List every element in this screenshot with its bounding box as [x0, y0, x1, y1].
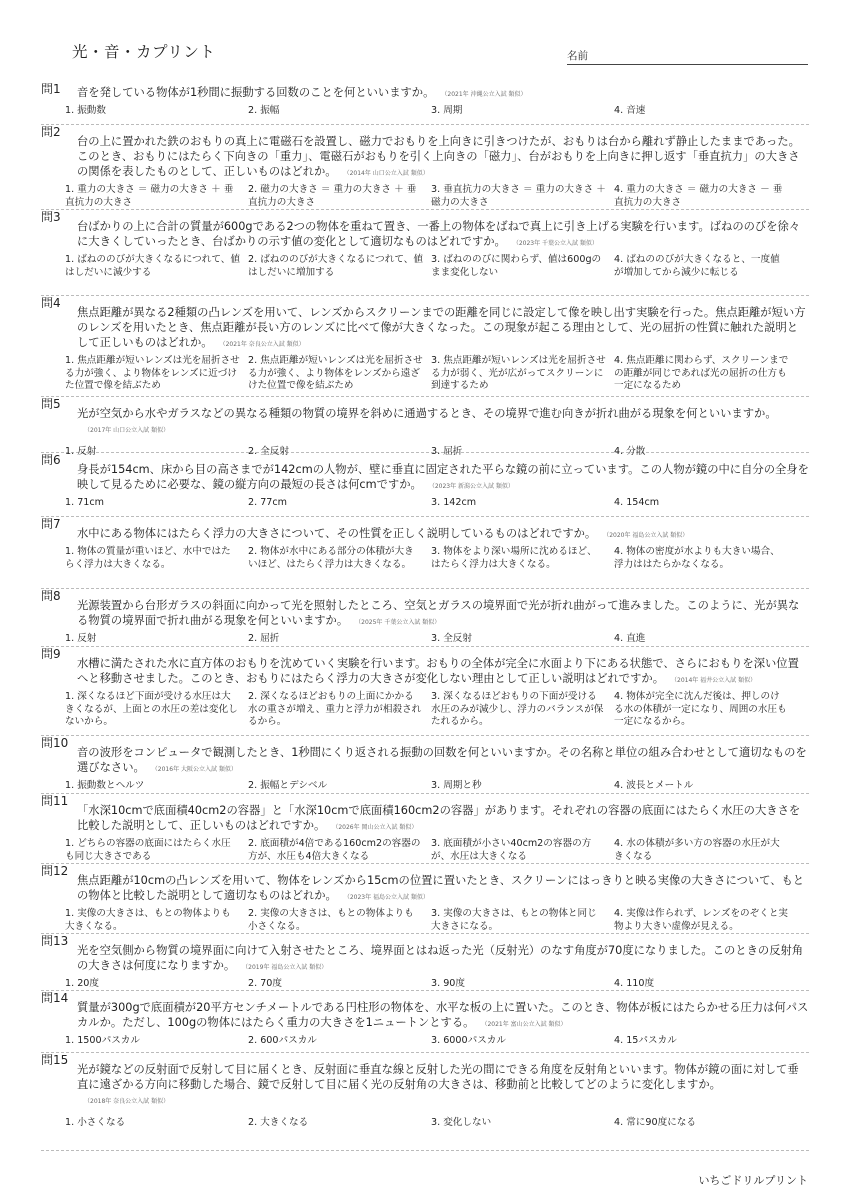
question-number: 問2 [41, 125, 61, 139]
choice-option-4[interactable]: 4. 焦点距離に関わらず、スクリーンまでの距離が同じであれば光の屈折の仕方も一定になるため [614, 355, 789, 391]
question-source: （2018年 奈良公立入試 類似） [87, 1098, 170, 1105]
choice-option-2[interactable]: 2. 実像の大きさは、もとの物体よりも小さくなる。 [248, 908, 414, 932]
question-body: 音を発している物体が1秒間に振動する回数のことを何といいますか。 [77, 86, 435, 99]
choice-option-4[interactable]: 4. 直進 [614, 633, 646, 644]
question-source: （2021年 富山公立入試 類似） [484, 1021, 567, 1028]
question-text [77, 526, 809, 543]
choice-option-1[interactable]: 1. 深くなるほど下面が受ける水圧は大きくなるが、上面との水圧の差は変化しないから。 [65, 691, 238, 727]
choice-option-4[interactable]: 4. 水の体積が多い方の容器の水圧が大きくなる [614, 838, 780, 862]
choice-option-4[interactable]: 4. 物体が完全に沈んだ後は、押しのけ る水の体積が一定になり、周囲の水圧も一定になるから。 [614, 691, 787, 727]
choice-option-2[interactable]: 2. 70度 [248, 978, 283, 989]
choice-option-4[interactable]: 4. 実像は作られず、レンズをのぞくと実物より大きい虚像が見える。 [614, 908, 789, 932]
choice-option-4[interactable]: 4. 110度 [614, 978, 655, 989]
choice-option-3[interactable]: 3. 底面積が小さい40cm2の容器の方が、水圧は大きくなる [431, 838, 592, 862]
choice-row [65, 355, 809, 393]
question-number: 問12 [41, 864, 69, 878]
name-label: 名前 [567, 50, 588, 62]
question-body: 光が空気から水やガラスなどの異なる種類の物質の境界を斜めに通過するとき、その境界で進む向きが折れ曲がる現象を何といいますか。 [77, 407, 777, 420]
choice-option-4[interactable]: 4. ばねののびが大きくなると、一度値が増加してから減少に転じる [614, 254, 780, 278]
question-body: 焦点距離が異なる2種類の凸レンズを用いて、レンズからスクリーンまでの距離を同じに設定して像を映し出す実験を行った。焦点距離が短い方のレンズを用いたとき、焦点距離が長い方のレンズに比べて像が大きくなった。この現象が起こる理由として、光の屈折の性質に触れた説明として正しいものはどれか。 [77, 306, 806, 349]
choice-option-2[interactable]: 2. 磁力の大きさ ＝ 重力の大きさ ＋ 垂直抗力の大きさ [248, 184, 417, 208]
choice-option-4[interactable]: 4. 15パスカル [614, 1035, 677, 1046]
question-block [41, 934, 809, 991]
choice-option-3[interactable]: 3. 物体をより深い場所に沈めるほど、はたらく浮力は大きくなる。 [431, 546, 597, 570]
question-block [41, 589, 809, 647]
question-block [41, 864, 809, 934]
question-source: （2021年 奈良公立入試 類似） [222, 341, 305, 348]
choice-option-2[interactable]: 2. ばねののびが大きくなるにつれて、値はしだいに増加する [248, 254, 423, 278]
choice-option-2[interactable]: 2. 焦点距離が短いレンズは光を屈折させる力が強く、より物体をレンズから遠ざけた位置で像を結ぶため [248, 355, 423, 391]
choice-option-3[interactable]: 3. 全反射 [431, 633, 472, 644]
choice-option-1[interactable]: 1. 重力の大きさ ＝ 磁力の大きさ ＋ 垂直抗力の大きさ [65, 184, 234, 208]
question-list [41, 82, 809, 1151]
question-text [77, 134, 809, 181]
choice-option-3[interactable]: 3. 変化しない [431, 1117, 492, 1128]
choice-option-3[interactable]: 3. 深くなるほどおもりの下面が受ける水圧のみが減少し、浮力のバランスが保たれるから。 [431, 691, 604, 727]
question-body: 身長が154cm、床から目の高さまでが142cmの人物が、壁に垂直に固定された平らな鏡の前に立っています。この人物が鏡の中に自分の全身を映して見るために必要な、鏡の縦方向の最短の長さは何cmですか。 [77, 463, 809, 491]
choice-option-1[interactable]: 1. 71cm [65, 497, 105, 508]
question-source: （2019年 福島公立入試 類似） [245, 964, 328, 971]
choice-row [65, 978, 809, 991]
question-number: 問8 [41, 589, 61, 603]
choice-option-3[interactable]: 3. 90度 [431, 978, 466, 989]
choice-row [65, 546, 809, 571]
choice-option-2[interactable]: 2. 底面積が4倍である160cm2の容器の方が、水圧も4倍大きくなる [248, 838, 421, 862]
choice-option-3[interactable]: 3. 実像の大きさは、もとの物体と同じ大きさになる。 [431, 908, 597, 932]
choice-row [65, 497, 809, 510]
page-title: 光・音・カプリント [72, 43, 216, 61]
choice-option-1[interactable]: 1. 1500パスカル [65, 1035, 140, 1046]
question-number: 問1 [41, 82, 61, 96]
choice-option-3[interactable]: 3. 焦点距離が短いレンズは光を屈折させる力が弱く、光が広がってスクリーンに到達するため [431, 355, 606, 391]
question-body: 水槽に満たされた水に直方体のおもりを沈めていく実験を行います。おもりの全体が完全に水面より下にある状態で、さらにおもりを深い位置へと移動させました。このとき、おもりにはたらく浮力の大きさが変化しない理由として正しい説明はどれですか。 [77, 657, 799, 685]
choice-option-1[interactable]: 1. 小さくなる [65, 1117, 126, 1128]
choice-row [65, 1035, 809, 1048]
question-text [77, 219, 809, 251]
choice-option-4[interactable]: 4. 常に90度になる [614, 1117, 696, 1128]
question-block [41, 736, 809, 794]
question-block [41, 453, 809, 517]
choice-row [65, 908, 809, 933]
choice-option-1[interactable]: 1. 反射 [65, 446, 97, 457]
question-source: （2026年 岡山公立入試 類似） [335, 824, 418, 831]
question-body: 音の波形をコンピュータで観測したとき、1秒間にくり返される振動の回数を何といいますか。その名称と単位の組み合わせとして適切なものを選びなさい。 [77, 746, 807, 774]
choice-option-4[interactable]: 4. 分散 [614, 446, 646, 457]
choice-row [65, 633, 809, 646]
choice-option-4[interactable]: 4. 波長とメートル [614, 780, 694, 791]
choice-option-1[interactable]: 1. 振動数 [65, 105, 106, 116]
question-number: 問10 [41, 736, 69, 750]
choice-option-3[interactable]: 3. 142cm [431, 497, 477, 508]
question-text [77, 1062, 809, 1109]
choice-row [65, 105, 809, 118]
choice-option-4[interactable]: 4. 物体の密度が水よりも大きい場合、浮力ははたらかなくなる。 [614, 546, 780, 570]
choice-option-3[interactable]: 3. 垂直抗力の大きさ ＝ 重力の大きさ ＋ 磁力の大きさ [431, 184, 606, 208]
question-number: 問13 [41, 934, 69, 948]
choice-option-1[interactable]: 1. 20度 [65, 978, 100, 989]
question-number: 問7 [41, 517, 61, 531]
choice-option-2[interactable]: 2. 屈折 [248, 633, 280, 644]
choice-option-4[interactable]: 4. 154cm [614, 497, 660, 508]
question-body: 水中にある物体にはたらく浮力の大きさについて、その性質を正しく説明しているものはどれですか。 [77, 527, 597, 540]
question-number: 問3 [41, 210, 61, 224]
choice-row [65, 691, 809, 729]
choice-option-2[interactable]: 2. 全反射 [248, 446, 289, 457]
question-block [41, 125, 809, 210]
choice-option-3[interactable]: 3. 6000パスカル [431, 1035, 506, 1046]
question-text [77, 85, 809, 102]
question-block [41, 517, 809, 589]
question-number: 問9 [41, 647, 61, 661]
question-block [41, 82, 809, 125]
choice-option-2[interactable]: 2. 振幅とデシベル [248, 780, 328, 791]
question-text [77, 943, 809, 975]
question-source: （2023年 千葉公立入試 類似） [515, 240, 598, 247]
question-number: 問11 [41, 794, 69, 808]
choice-option-1[interactable]: 1. 反射 [65, 633, 97, 644]
choice-option-2[interactable]: 2. 振幅 [248, 105, 280, 116]
question-source: （2021年 沖縄公立入試 類似） [444, 91, 527, 98]
question-block [41, 991, 809, 1053]
question-block [41, 647, 809, 736]
choice-option-3[interactable]: 3. ばねののびに関わらず、値は600gのまま変化しない [431, 254, 602, 278]
question-text [77, 803, 809, 835]
choice-row [65, 184, 809, 209]
question-source: （2016年 大阪公立入試 類似） [154, 766, 237, 773]
question-source: （2020年 福島公立入試 類似） [606, 532, 689, 539]
name-field[interactable] [567, 44, 808, 65]
question-number: 問4 [41, 296, 61, 310]
question-source: （2025年 千葉公立入試 類似） [358, 619, 441, 626]
question-text [77, 462, 809, 494]
choice-option-1[interactable]: 1. 焦点距離が短いレンズは光を屈折させる力が強く、より物体をレンズに近づけた位置で像を結ぶため [65, 355, 240, 391]
choice-option-3[interactable]: 3. 周期と秒 [431, 780, 482, 791]
choice-option-2[interactable]: 2. 77cm [248, 497, 288, 508]
question-source: （2014年 福井公立入試 類似） [674, 677, 757, 684]
question-block [41, 296, 809, 397]
question-text [77, 406, 809, 438]
question-body: 光源装置から台形ガラスの斜面に向かって光を照射したところ、空気とガラスの境界面で光が折れ曲がって進みました。このように、光が異なる物質の境界面で折れ曲がる現象を何といいますか。 [77, 599, 800, 627]
question-number: 問15 [41, 1053, 69, 1067]
choice-option-1[interactable]: 1. 振動数とヘルツ [65, 780, 145, 791]
question-body: 「水深10cmで底面積40cm2の容器」と「水深10cmで底面積160cm2の容器」があります。それぞれの容器の底面にはたらく水圧の大きさを比較した説明として、正しいものはどれですか。 [77, 804, 801, 832]
question-body: 質量が300gで底面積が20平方センチメートルである円柱形の物体を、水平な板の上に置いた。このとき、物体が板にはたらかせる圧力は何パスカルか。ただし、100gの物体にはたらく重力の大きさを1ニュートンとする。 [77, 1001, 809, 1029]
question-text [77, 598, 809, 630]
question-number: 問5 [41, 397, 61, 411]
choice-option-2[interactable]: 2. 物体が水中にある部分の体積が大きいほど、はたらく浮力は大きくなる。 [248, 546, 414, 570]
choice-option-3[interactable]: 3. 周期 [431, 105, 463, 116]
question-number: 問14 [41, 991, 69, 1005]
question-source: （2023年 福島公立入試 類似） [346, 894, 429, 901]
choice-option-1[interactable]: 1. ばねののびが大きくなるにつれて、値はしだいに減少する [65, 254, 240, 278]
choice-row [65, 254, 809, 279]
question-text [77, 305, 809, 352]
choice-option-2[interactable]: 2. 600パスカル [248, 1035, 317, 1046]
question-body: 焦点距離が10cmの凸レンズを用いて、物体をレンズから15cmの位置に置いたとき、スクリーンにはっきりと映る実像の大きさについて、もとの物体と比較した説明として適切なものはどれか。 [77, 874, 805, 902]
choice-option-4[interactable]: 4. 音速 [614, 105, 646, 116]
question-body: 光が鏡などの反射面で反射して目に届くとき、反射面に垂直な線と反射した光の間にできる角度を反射角といいます。物体が鏡の面に対して垂直に遠ざかる方向に移動した場合、鏡で反射して目に届く光の反射角の大きさは、移動前と比較してどのように変化しますか。 [77, 1063, 799, 1091]
question-block [41, 794, 809, 864]
choice-row [65, 1117, 809, 1130]
question-number: 問6 [41, 453, 61, 467]
question-source: （2017年 山口公立入試 類似） [87, 427, 170, 434]
question-block [41, 1053, 809, 1151]
question-text [77, 656, 809, 688]
choice-option-1[interactable]: 1. 実像の大きさは、もとの物体よりも大きくなる。 [65, 908, 231, 932]
choice-option-2[interactable]: 2. 大きくなる [248, 1117, 309, 1128]
choice-option-1[interactable]: 1. 物体の質量が重いほど、水中ではたらく浮力は大きくなる。 [65, 546, 231, 570]
question-body: 光を空気側から物質の境界面に向けて入射させたところ、境界面とはね返った光（反射光）のなす角度が70度になりました。このときの反射角の大きさは何度になりますか。 [77, 944, 804, 972]
question-source: （2023年 新潟公立入試 類似） [431, 483, 514, 490]
footer-brand: いちごドリルプリント [698, 1174, 808, 1187]
question-source: （2014年 山口公立入試 類似） [346, 170, 429, 177]
choice-option-4[interactable]: 4. 重力の大きさ ＝ 磁力の大きさ － 垂直抗力の大きさ [614, 184, 783, 208]
choice-option-1[interactable]: 1. どちらの容器の底面にはたらく水圧も同じ大きさである [65, 838, 231, 862]
choice-row [65, 780, 809, 793]
choice-option-2[interactable]: 2. 深くなるほどおもりの上面にかかる水の重さが増え、重力と浮力が相殺されるから。 [248, 691, 422, 727]
question-text [77, 873, 809, 905]
choice-row [65, 838, 809, 863]
question-text [77, 745, 809, 777]
choice-option-3[interactable]: 3. 屈折 [431, 446, 463, 457]
question-text [77, 1000, 809, 1032]
question-body: 台の上に置かれた鉄のおもりの真上に電磁石を設置し、磁力でおもりを上向きに引きつけたが、おもりは台から離れず静止したままであった。このとき、おもりにはたらく下向きの「重力」、電磁石がおもりを引く上向きの「磁力」、台がおもりを上向きに押し返す「垂直抗力」の大きさの関係を表したものとして、正しいものはどれか。 [77, 135, 800, 178]
question-block [41, 397, 809, 457]
question-body: 台ばかりの上に合計の質量が600gである2つの物体を重ねて置き、一番上の物体をばねで真上に引き上げる実験を行います。ばねののびを徐々に大きくしていったとき、台ばかりの示す値の変化として適切なものはどれですか。 [77, 220, 801, 248]
question-block [41, 210, 809, 296]
